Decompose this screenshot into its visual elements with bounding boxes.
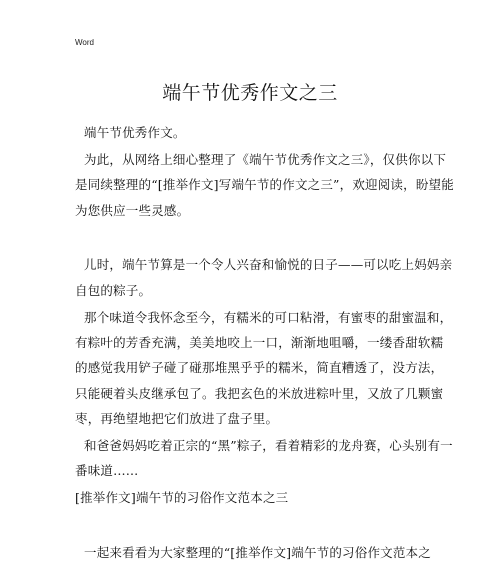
- header-app-label: Word: [75, 38, 94, 47]
- paragraph-line: 枣，再绝望地把它们放进了盘子里。: [75, 411, 279, 426]
- paragraph-line: 自包的粽子。: [75, 283, 152, 298]
- paragraph-line: 为您供应一些灵感。: [75, 203, 190, 218]
- paragraph-line: 为此，从网络上细心整理了《端午节优秀作文之三》，仅供你以下: [84, 152, 447, 167]
- document-title: 端午节优秀作文之三: [162, 82, 338, 104]
- paragraph-line: 的感觉我用铲子碰了碰那堆黑乎乎的糯米，简直糟透了，没方法，: [75, 360, 444, 375]
- paragraph-line: 只能硬着头皮继承包了。我把玄色的米放进粽叶里，又放了几颗蜜: [75, 386, 444, 401]
- paragraph-line: 一起来看看为大家整理的“[推举作文]端午节的习俗作文范本之: [84, 545, 431, 560]
- paragraph-line: [推举作文]端午节的习俗作文范本之三: [75, 490, 289, 505]
- paragraph-line: 有粽叶的芳香充满，美美地咬上一口，渐渐地咀嚼，一缕香甜软糯: [75, 335, 444, 350]
- paragraph-line: 番味道……: [75, 463, 139, 478]
- paragraph-line: 儿时，端午节算是一个令人兴奋和愉悦的日子——可以吃上妈妈亲: [84, 257, 453, 272]
- paragraph-line: 那个味道令我怀念至今，有糯米的可口粘滑，有蜜枣的甜蜜温和，: [84, 310, 453, 325]
- paragraph-line: 是同续整理的“[推举作文]写端午节的作文之三”，欢迎阅读，盼望能: [75, 177, 454, 192]
- paragraph-line: 和爸爸妈妈吃着正宗的“黑”粽子，看着精彩的龙舟赛，心头别有一: [84, 438, 453, 453]
- paragraph-line: 端午节优秀作文。: [84, 125, 186, 140]
